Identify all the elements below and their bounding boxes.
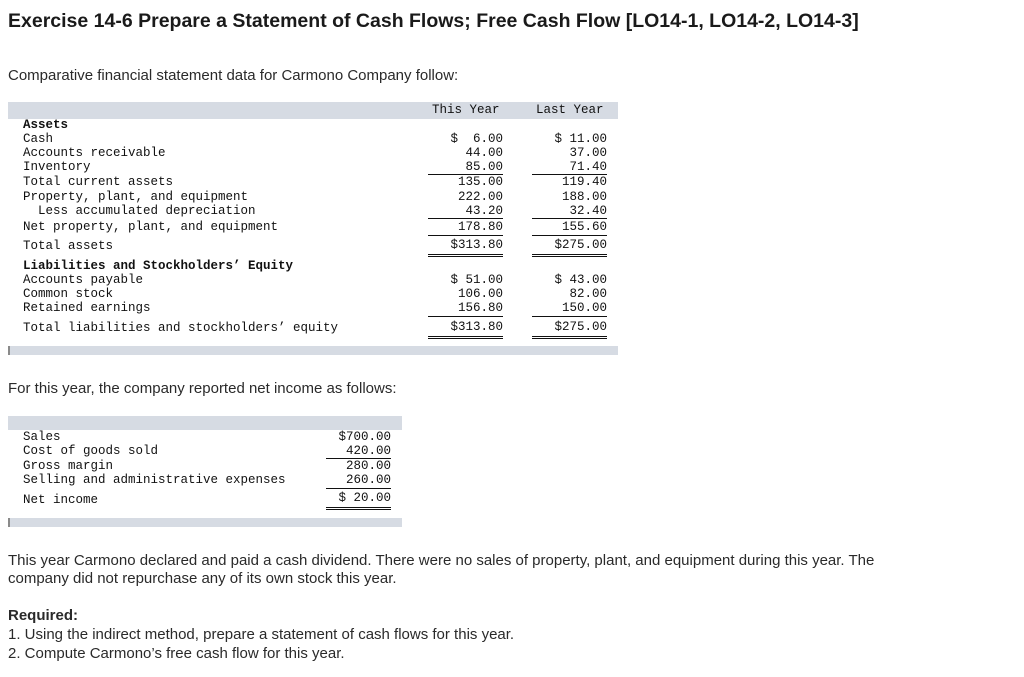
bs-accum-dep-this: 43.20 (428, 204, 503, 219)
bs-label-common-stock: Common stock (23, 287, 114, 301)
income-statement-table (8, 416, 402, 528)
bs-label-liabilities-equity: Liabilities and Stockholders’ Equity (23, 259, 294, 273)
is-selling-admin-value: 260.00 (326, 473, 391, 489)
bs-retained-earnings-last: 150.00 (532, 301, 607, 317)
is-net-income-value: $ 20.00 (326, 491, 391, 510)
bs-total-assets-this: $313.80 (428, 238, 503, 257)
bs-cash-last: $ 11.00 (554, 132, 607, 146)
bs-retained-earnings-this: 156.80 (428, 301, 503, 317)
bs-net-ppe-last: 155.60 (532, 220, 607, 236)
income-statement-header-bar (8, 416, 402, 430)
bs-net-ppe-this: 178.80 (428, 220, 503, 236)
required-heading: Required: (8, 607, 79, 624)
bs-tca-this: 135.00 (457, 175, 503, 189)
bs-label-net-ppe: Net property, plant, and equipment (23, 220, 279, 234)
bs-total-assets-last: $275.00 (532, 238, 607, 257)
bs-ppe-last: 188.00 (561, 190, 607, 204)
required-item-1: 1. Using the indirect method, prepare a statement of cash flows for this year. (8, 626, 515, 643)
bs-label-ap: Accounts payable (23, 273, 144, 287)
balance-sheet-footer-bar (8, 346, 618, 355)
bs-ar-this: 44.00 (465, 146, 503, 160)
col-last-year: Last Year (536, 103, 604, 117)
bs-common-stock-last: 82.00 (569, 287, 607, 301)
bs-tca-last: 119.40 (561, 175, 607, 189)
balance-sheet-header-bar (8, 102, 618, 119)
balance-sheet-table (8, 102, 618, 356)
is-label-selling-admin: Selling and administrative expenses (23, 473, 286, 487)
is-cogs-value: 420.00 (326, 444, 391, 459)
bs-label-ppe: Property, plant, and equipment (23, 190, 249, 204)
bs-inventory-last: 71.40 (532, 160, 607, 175)
bs-ap-this: $ 51.00 (450, 273, 503, 287)
bs-label-assets: Assets (23, 118, 69, 132)
note-line-1: This year Carmono declared and paid a cash dividend. There were no sales of property, plant, and equipment during this year. The (8, 552, 875, 569)
bs-label-total-liab-equity: Total liabilities and stockholders’ equity (23, 321, 339, 335)
bs-ap-last: $ 43.00 (554, 273, 607, 287)
is-label-cogs: Cost of goods sold (23, 444, 159, 458)
bs-label-accum-dep: Less accumulated depreciation (23, 204, 256, 218)
bs-label-total-assets: Total assets (23, 239, 114, 253)
is-sales-value: $700.00 (338, 430, 391, 444)
is-label-gross-margin: Gross margin (23, 459, 114, 473)
intro-text: Comparative financial statement data for Carmono Company follow: (8, 67, 459, 84)
bs-label-cash: Cash (23, 132, 54, 146)
bs-total-liab-equity-this: $313.80 (428, 320, 503, 339)
bs-label-inventory: Inventory (23, 160, 91, 174)
bs-total-liab-equity-last: $275.00 (532, 320, 607, 339)
income-intro-text: For this year, the company reported net income as follows: (8, 380, 397, 397)
exercise-title: Exercise 14-6 Prepare a Statement of Cash Flows; Free Cash Flow [LO14-1, LO14-2, LO14-3] (8, 10, 859, 32)
is-label-sales: Sales (23, 430, 61, 444)
bs-ar-last: 37.00 (569, 146, 607, 160)
bs-label-tca: Total current assets (23, 175, 174, 189)
bs-accum-dep-last: 32.40 (532, 204, 607, 219)
is-label-net-income: Net income (23, 493, 99, 507)
bs-cash-this: $ 6.00 (450, 132, 503, 146)
bs-ppe-this: 222.00 (457, 190, 503, 204)
income-statement-footer-bar (8, 518, 402, 527)
is-gross-margin-value: 280.00 (345, 459, 391, 473)
bs-label-retained-earnings: Retained earnings (23, 301, 151, 315)
bs-label-ar: Accounts receivable (23, 146, 166, 160)
bs-common-stock-this: 106.00 (457, 287, 503, 301)
note-line-2: company did not repurchase any of its own stock this year. (8, 570, 397, 587)
required-item-2: 2. Compute Carmono’s free cash flow for this year. (8, 645, 345, 662)
bs-inventory-this: 85.00 (428, 160, 503, 175)
col-this-year: This Year (432, 103, 500, 117)
